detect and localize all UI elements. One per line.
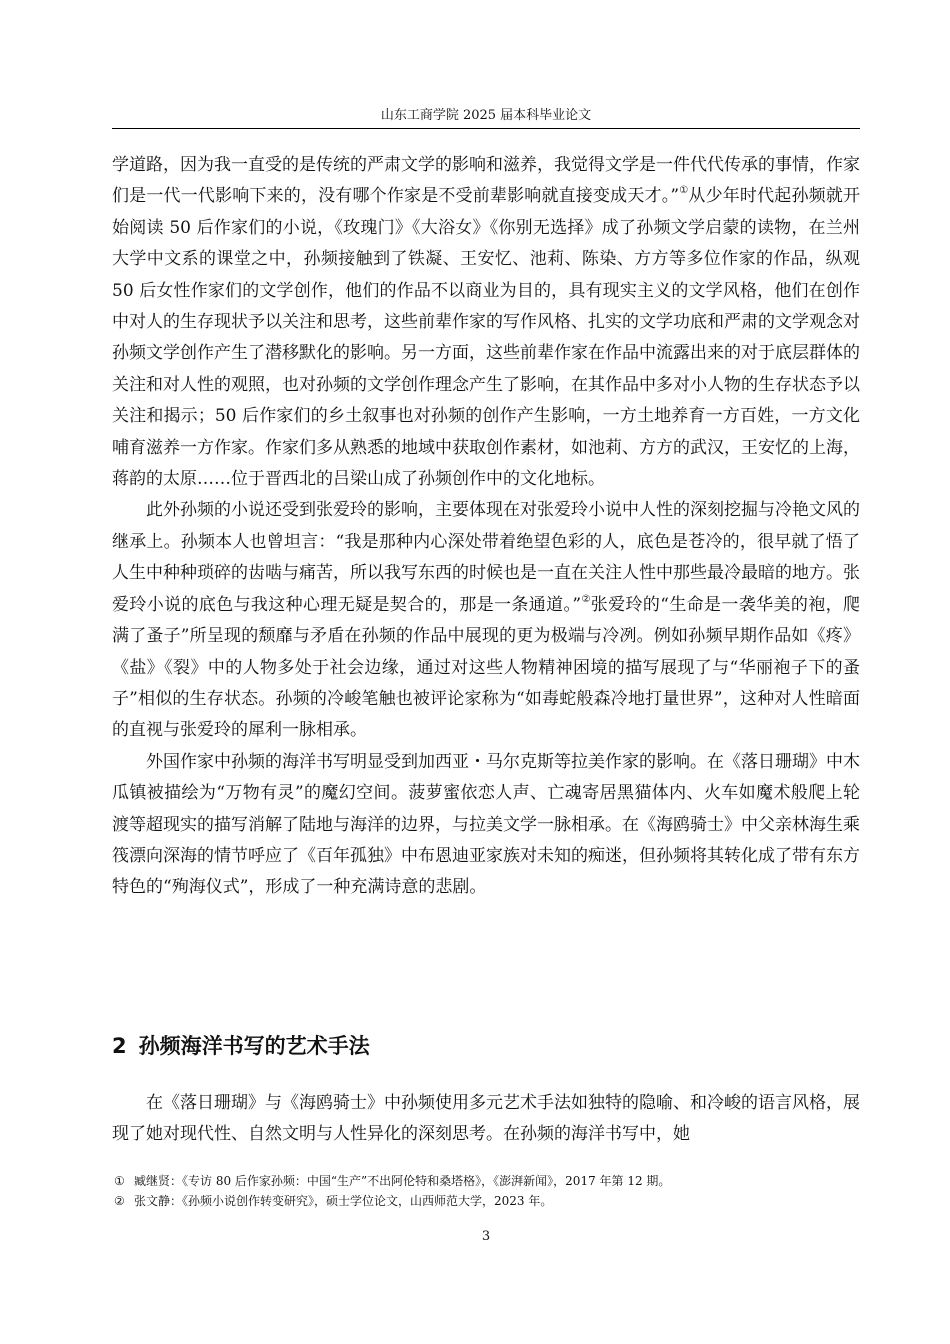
section-title: 孙频海洋书写的艺术手法 — [138, 1034, 370, 1058]
footnote-ref-2[interactable]: ② — [581, 593, 591, 605]
footnote-ref-1[interactable]: ① — [679, 185, 689, 197]
footnote-mark: ① — [114, 1174, 125, 1188]
paragraph-2-part-1: 此外孙频的小说还受到张爱玲的影响，主要体现在对张爱玲小说中人性的深刻挖掘与冷艳文风的继承上。孙频本人也曾坦言：“我是那种内心深处带着绝望色彩的人，底色是苍冷的，很早就了悟了人生中种种琐碎的齿啮与痛苦，所以我写东西的时候也是一直在关注人性中那些最冷最暗的地方。张爱玲小说的底色与我这种心理无疑是契合的，那是一条通道。” — [112, 500, 860, 615]
section-body — [112, 1088, 860, 1151]
header-rule — [112, 128, 860, 129]
section-paragraph-1: 在《落日珊瑚》与《海鸥骑士》中孙频使用多元艺术手法如独特的隐喻、和冷峻的语言风格，展现了她对现代性、自然文明与人性异化的深刻思考。在孙频的海洋书写中，她 — [112, 1093, 860, 1145]
paragraph-1-part-2: 从少年时代起孙频就开始阅读 50 后作家们的小说，《玫瑰门》《大浴女》《你别无选择》成了孙频文学启蒙的读物，在兰州大学中文系的课堂之中，孙频接触到了铁凝、王安忆、池莉、陈染、方方等多位作家的作品，纵观 50 后女性作家们的文学创作，他们的作品不以商业为目的，具有现实主义的文学风格，他们在创作中对人的生存现状予以关注和思考，这些前辈作家的写作风格、扎实的文学功底和严肃的文学观念对孙频文学创作产生了潜移默化的影响。另一方面，这些前辈作家在作品中流露出来的对于底层群体的关注和对人性的观照，也对孙频的文学创作理念产生了影响，在其作品中多对小人物的生存状态予以关注和揭示；50 后作家们的乡土叙事也对孙频的创作产生影响，一方土地养育一方百姓，一方文化哺育滋养一方作家。作家们多从熟悉的地域中获取创作素材，如池莉、方方的武汉，王安忆的上海，蒋韵的太原……位于晋西北的吕梁山成了孙频创作中的文化地标。 — [112, 186, 860, 490]
footnote-text: 张文静：《孙频小说创作转变研究》，硕士学位论文，山西师范大学，2023 年。 — [134, 1194, 553, 1208]
paragraph-1-part-1: 学道路，因为我一直受的是传统的严肃文学的影响和滋养，我觉得文学是一件代代传承的事情，作家们是一代一代影响下来的，没有哪个作家是不受前辈影响就直接变成天才。” — [112, 155, 860, 207]
paragraph-1 — [112, 150, 860, 495]
section-heading — [112, 1032, 370, 1060]
footnote-mark: ② — [114, 1194, 125, 1208]
footnote-2 — [114, 1191, 860, 1211]
section-number: 2 — [112, 1034, 127, 1058]
footnotes — [114, 1171, 860, 1211]
paragraph-3: 外国作家中孙频的海洋书写明显受到加西亚・马尔克斯等拉美作家的影响。在《落日珊瑚》中木瓜镇被描绘为“万物有灵”的魔幻空间。菠萝蜜依恋人声、亡魂寄居黑猫体内、火车如魔术般爬上轮渡等超现实的描写消解了陆地与海洋的边界，与拉美文学一脉相承。在《海鸥骑士》中父亲林海生乘筏漂向深海的情节呼应了《百年孤独》中布恩迪亚家族对未知的痴迷，但孙频将其转化成了带有东方特色的“殉海仪式”，形成了一种充满诗意的悲剧。 — [112, 751, 860, 898]
footnote-text: 臧继贤：《专访 80 后作家孙频：中国“生产”不出阿伦特和桑塔格》，《澎湃新闻》，2017 年第 12 期。 — [134, 1174, 671, 1188]
paragraph-2-part-2: 张爱玲的“生命是一袭华美的袍，爬满了蚤子”所呈现的颓靡与矛盾在孙频的作品中展现的更为极端与冷冽。例如孙频早期作品如《疼》《盐》《裂》中的人物多处于社会边缘，通过对这些人物精神困境的描写展现了与“华丽袍子下的蚤子”相似的生存状态。孙频的冷峻笔触也被评论家称为“如毒蛇般森冷地打量世界”，这种对人性暗面的直视与张爱玲的犀利一脉相承。 — [112, 594, 860, 741]
footnote-1 — [114, 1171, 860, 1191]
body-text — [112, 150, 860, 904]
page-number: 3 — [481, 1229, 491, 1244]
paragraph-2 — [112, 495, 860, 746]
running-header: 山东工商学院 2025 届本科毕业论文 — [380, 108, 592, 123]
